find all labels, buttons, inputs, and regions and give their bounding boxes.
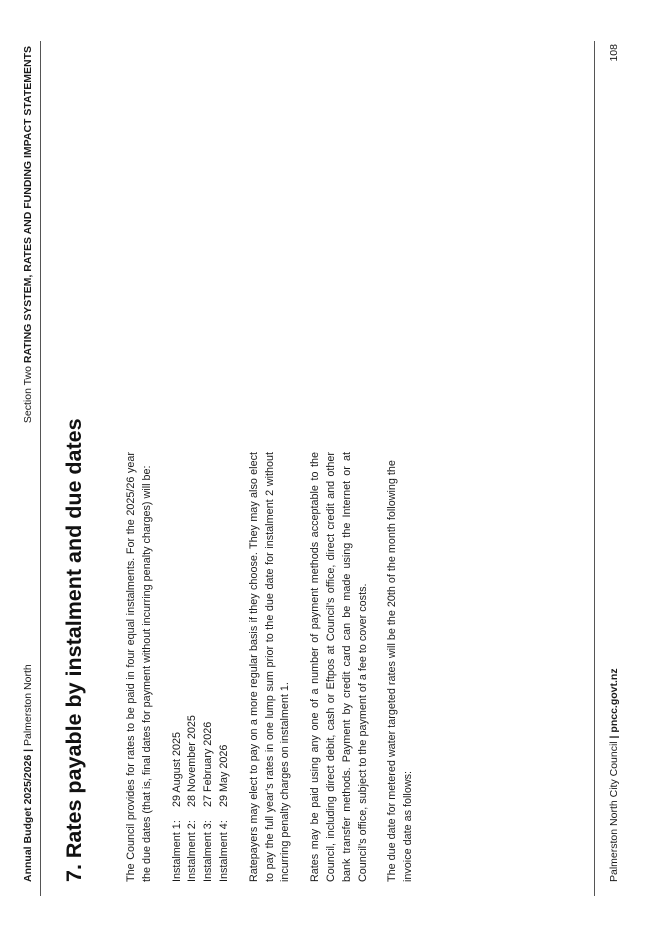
instalment-date: 29 August 2025 <box>170 731 183 807</box>
footer-rule <box>594 41 595 896</box>
doc-title: Annual Budget 2025/2026 <box>22 754 34 882</box>
header-right <box>22 46 34 926</box>
intro-paragraph: The Council provides for rates to be paid in four equal instalments. For the 2025/26 year the due dates (that is, final dates for payment without incurring penalty charges) will be: <box>125 452 153 882</box>
instalment-date: 27 February 2026 <box>202 721 215 807</box>
section-title: RATING SYSTEM, RATES AND FUNDING IMPACT STATEMENTS <box>22 46 34 364</box>
footer-separator: | <box>608 732 620 739</box>
header-rule <box>40 41 41 896</box>
instalment-row <box>201 452 217 882</box>
header-place: Palmerston North <box>22 664 34 746</box>
instalment-label: Instalment 2: <box>186 820 199 882</box>
instalment-list <box>170 452 233 882</box>
section-prefix: Section Two <box>22 363 34 424</box>
instalment-label: Instalment 1: <box>170 820 183 882</box>
instalment-row <box>185 452 201 882</box>
instalment-date: 28 November 2025 <box>186 715 199 807</box>
instalment-row <box>170 452 186 882</box>
footer-right <box>608 44 620 926</box>
instalment-date: 29 May 2026 <box>217 744 230 807</box>
lump-sum-paragraph: Ratepayers may elect to pay on a more regular basis if they choose. They may also elect to pay the full year’s rates in one lump sum prior to the due date for instalment 2 without incurring penalty charges on instalment 1. <box>247 452 292 882</box>
instalment-label: Instalment 4: <box>217 820 230 882</box>
page-header <box>22 0 38 926</box>
water-rates-paragraph: The due date for metered water targeted rates will be the 20th of the month following the invoice date as follows: <box>386 460 415 882</box>
footer-org: Palmerston North City Council <box>608 741 620 882</box>
page-title: 7. Rates payable by instalment and due dates <box>62 418 86 882</box>
page-number: 108 <box>608 44 620 62</box>
instalment-label: Instalment 3: <box>202 820 215 882</box>
instalment-row <box>217 452 233 882</box>
payment-methods-paragraph: Rates may be paid using any one of a number of payment methods acceptable to the Council, including direct debit, cash or Eftpos at Council’s office, direct credit and other bank transfer methods. Payment by credit card can be made using the Internet or at Council’s office, subject to the payment of a fee to cover costs. <box>309 452 369 882</box>
main-body <box>124 452 431 882</box>
header-separator: | <box>22 746 34 752</box>
footer-website[interactable]: pncc.govt.nz <box>608 668 620 733</box>
